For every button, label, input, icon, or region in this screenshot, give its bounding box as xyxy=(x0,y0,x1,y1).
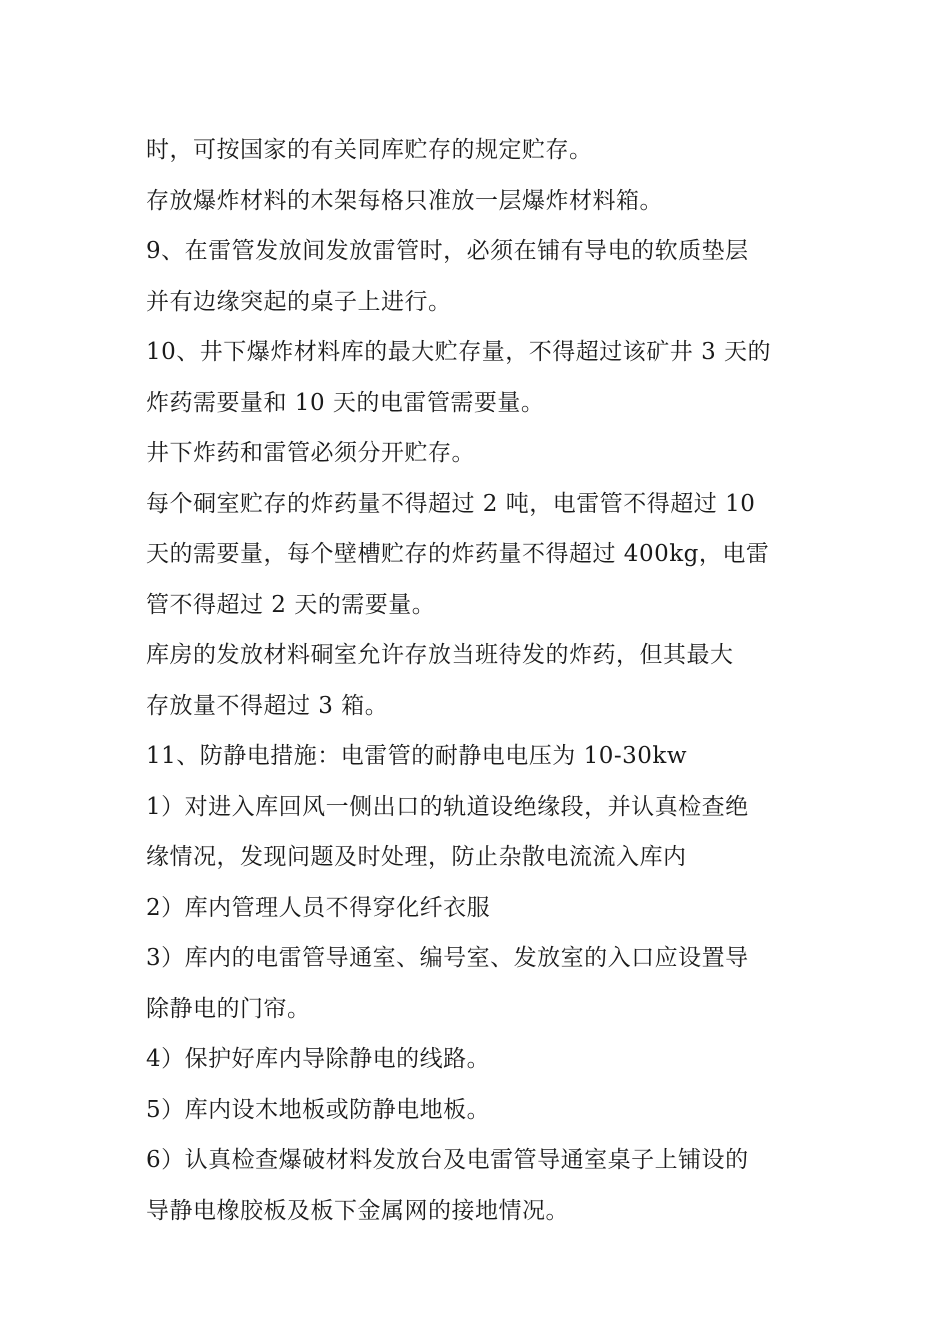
text-line: 时，可按国家的有关同库贮存的规定贮存。 xyxy=(146,137,593,163)
text-line: 天的需要量，每个壁槽贮存的炸药量不得超过 400kg，电雷 xyxy=(146,541,770,567)
text-line: 管不得超过 2 天的需要量。 xyxy=(146,591,436,618)
text-line: 并有边缘突起的桌子上进行。 xyxy=(146,288,452,315)
text-line: 炸药需要量和 10 天的电雷管需要量。 xyxy=(146,389,545,416)
text-line: 2）库内管理人员不得穿化纤衣服 xyxy=(146,894,491,921)
text-line: 存放爆炸材料的木架每格只准放一层爆炸材料箱。 xyxy=(146,187,663,214)
text-line: 每个硐室贮存的炸药量不得超过 2 吨，电雷管不得超过 10 xyxy=(146,490,756,517)
body-text xyxy=(146,125,811,1236)
text-line: 缘情况，发现问题及时处理，防止杂散电流流入库内 xyxy=(146,844,687,870)
text-line: 11、防静电措施：电雷管的耐静电电压为 10-30kw xyxy=(146,743,688,769)
text-line: 除静电的门帘。 xyxy=(146,995,311,1022)
text-line: 导静电橡胶板及板下金属网的接地情况。 xyxy=(146,1197,569,1224)
text-line: 6）认真检查爆破材料发放台及电雷管导通室桌子上铺设的 xyxy=(146,1147,749,1173)
text-line: 9、在雷管发放间发放雷管时，必须在铺有导电的软质垫层 xyxy=(146,238,749,264)
text-line: 井下炸药和雷管必须分开贮存。 xyxy=(146,440,475,466)
text-line: 10、井下爆炸材料库的最大贮存量，不得超过该矿井 3 天的 xyxy=(146,339,772,365)
text-line: 5）库内设木地板或防静电地板。 xyxy=(146,1096,491,1123)
text-line: 3）库内的电雷管导通室、编号室、发放室的入口应设置导 xyxy=(146,945,749,971)
text-line: 存放量不得超过 3 箱。 xyxy=(146,692,389,719)
text-line: 库房的发放材料硐室允许存放当班待发的炸药，但其最大 xyxy=(146,642,734,668)
text-line: 4）保护好库内导除静电的线路。 xyxy=(146,1046,491,1072)
text-line: 1）对进入库回风一侧出口的轨道设绝缘段，并认真检查绝 xyxy=(146,793,749,820)
